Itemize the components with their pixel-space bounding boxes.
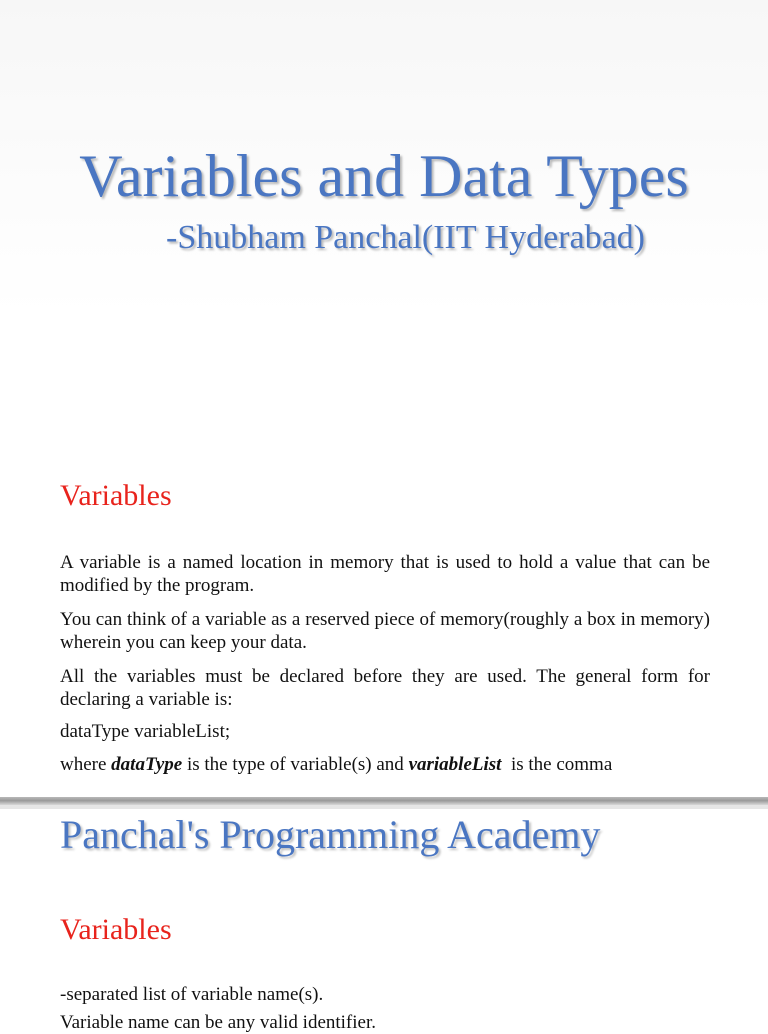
identifier-line: Variable name can be any valid identifier.: [60, 1012, 377, 1033]
paragraph-declaration: All the variables must be declared before they are used. The general form for declaring a variable is:: [60, 666, 710, 710]
page-divider: [0, 797, 768, 805]
page-divider-highlight: [0, 805, 768, 809]
section-heading-variables-continued: Variables: [60, 913, 172, 946]
paragraph-where: [60, 753, 612, 776]
where-prefix: where: [60, 754, 112, 775]
syntax-line: dataType variableList;: [60, 721, 231, 742]
where-middle: is the type of variable(s) and: [182, 754, 409, 775]
where-suffix: is the comma: [501, 754, 613, 775]
section-heading-variables: Variables: [60, 479, 172, 512]
paragraph-definition: A variable is a named location in memory that is used to hold a value that can be modified by the program.: [60, 552, 710, 596]
academy-header: Panchal's Programming Academy: [60, 812, 601, 857]
paragraph-analogy: You can think of a variable as a reserved piece of memory(roughly a box in memory) wherein you can keep your data.: [60, 609, 710, 653]
slide-subtitle: -Shubham Panchal(IIT Hyderabad): [166, 219, 645, 256]
slide-title: Variables and Data Types: [79, 143, 689, 209]
continuation-line: -separated list of variable name(s).: [60, 984, 324, 1005]
term-variablelist: variableList: [408, 754, 502, 775]
term-datatype: dataType: [111, 754, 183, 775]
